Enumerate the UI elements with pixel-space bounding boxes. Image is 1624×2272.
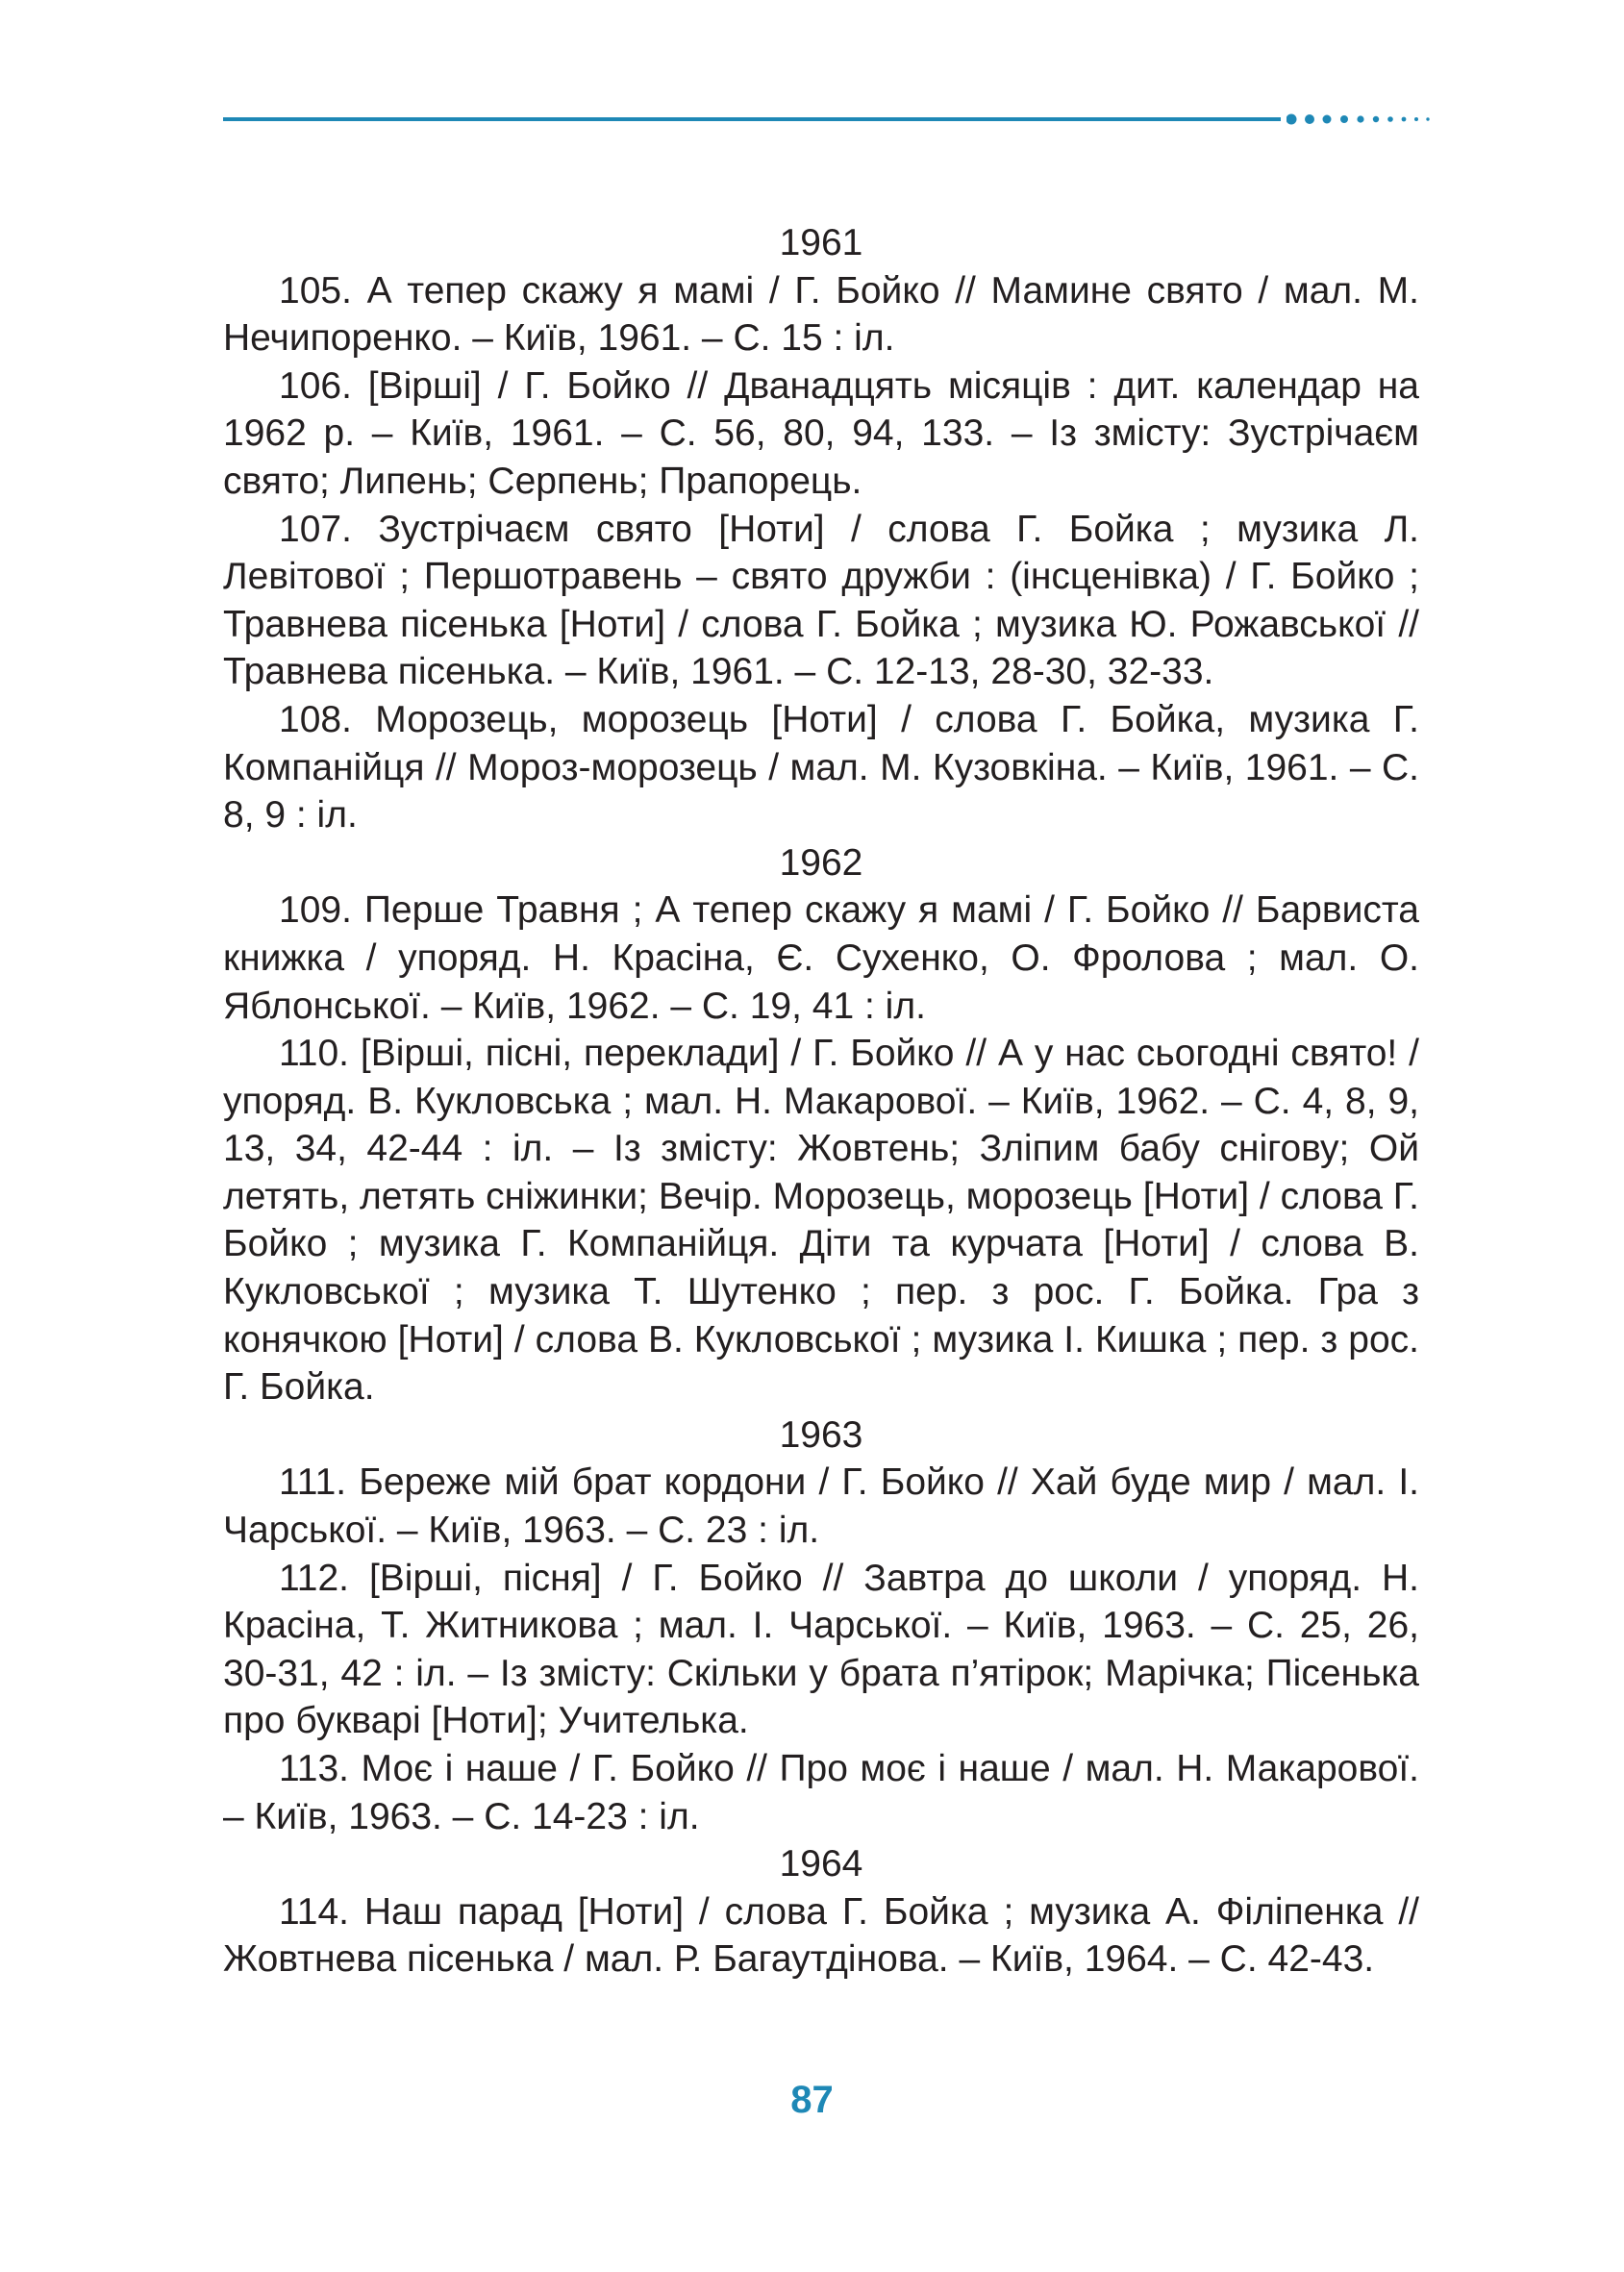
bibliography-content: [223, 219, 1419, 1984]
bibliography-entry: 111. Береже мій брат кордони / Г. Бойко // Хай буде мир / мал. І. Чарської. – Київ, 1963. – С. 23 : іл.: [223, 1461, 1419, 1552]
year-heading: 1964: [779, 1843, 863, 1885]
page-number: 87: [790, 2079, 834, 2121]
year-heading: 1961: [779, 222, 863, 263]
bibliography-entry: 112. [Вірші, пісня] / Г. Бойко // Завтра до школи / упоряд. Н. Красіна, Т. Житникова ; мал. І. Чарської. – Київ, 1963. – С. 25, 26, 30-31, 42 : іл. – Із змісту: Скільки у брата п’ятірок; Марічка; Пісенька про букварі [Ноти]; Учителька.: [223, 1557, 1419, 1742]
bibliography-entry: 109. Перше Травня ; А тепер скажу я мамі / Г. Бойко // Барвиста книжка / упоряд. Н. Красіна, Є. Сухенко, О. Фролова ; мал. О. Яблонської. – Київ, 1962. – С. 19, 41 : іл.: [223, 889, 1419, 1027]
bibliography-entry: 107. Зустрічаєм свято [Ноти] / слова Г. Бойка ; музика Л. Левітової ; Першотравень – свято дружби : (інсценівка) / Г. Бойко ; Травнева пісенька [Ноти] / слова Г. Бойка ; музика Ю. Рожавської // Травнева пісенька. – Київ, 1961. – С. 12-13, 28-30, 32-33.: [223, 508, 1419, 693]
header-rule: [223, 117, 1281, 121]
bibliography-entry: 108. Морозець, морозець [Ноти] / слова Г. Бойка, музика Г. Компанійця // Мороз-морозець / мал. М. Кузовкіна. – Київ, 1961. – С. 8, 9 : іл.: [223, 698, 1419, 836]
bibliography-entry: 114. Наш парад [Ноти] / слова Г. Бойка ; музика А. Філіпенка // Жовтнева пісенька / мал. Р. Багаутдінова. – Київ, 1964. – С. 42-43.: [223, 1890, 1419, 1981]
year-section-1964: [223, 1840, 1419, 1984]
bibliography-entry: 113. Моє і наше / Г. Бойко // Про моє і наше / мал. Н. Макарової. – Київ, 1963. – С. 14-23 : іл.: [223, 1748, 1419, 1837]
year-section-1963: [223, 1411, 1419, 1840]
header-dots-ornament: [1287, 112, 1440, 126]
year-section-1962: [223, 839, 1419, 1411]
year-heading: 1963: [779, 1413, 863, 1456]
bibliography-entry: 106. [Вірші] / Г. Бойко // Дванадцять місяців : дит. календар на 1962 р. – Київ, 1961. – С. 56, 80, 94, 133. – Із змісту: Зустрічаєм свято; Липень; Серпень; Прапорець.: [223, 364, 1419, 502]
bibliography-entry: 105. А тепер скажу я мамі / Г. Бойко // Мамине свято / мал. М. Нечипоренко. – Київ, 1961. – С. 15 : іл.: [223, 269, 1419, 360]
year-heading: 1962: [779, 841, 863, 884]
bibliography-entry: 110. [Вірші, пісні, переклади] / Г. Бойко // А у нас сьогодні свято! / упоряд. В. Кукловська ; мал. Н. Макарової. – Київ, 1962. – С. 4, 8, 9, 13, 34, 42-44 : іл. – Із змісту: Жовтень; Зліпим бабу снігову; Ой летять, летять сніжинки; Вечір. Морозець, морозець [Ноти] / слова Г. Бойко ; музика Г. Компанійця. Діти та курчата [Ноти] / слова В. Кукловської ; музика Т. Шутенко ; пер. з рос. Г. Бойка. Гра з конячкою [Ноти] / слова В. Кукловської ; музика І. Кишка ; пер. з рос. Г. Бойка.: [223, 1033, 1419, 1409]
year-section-1961: [223, 219, 1419, 839]
